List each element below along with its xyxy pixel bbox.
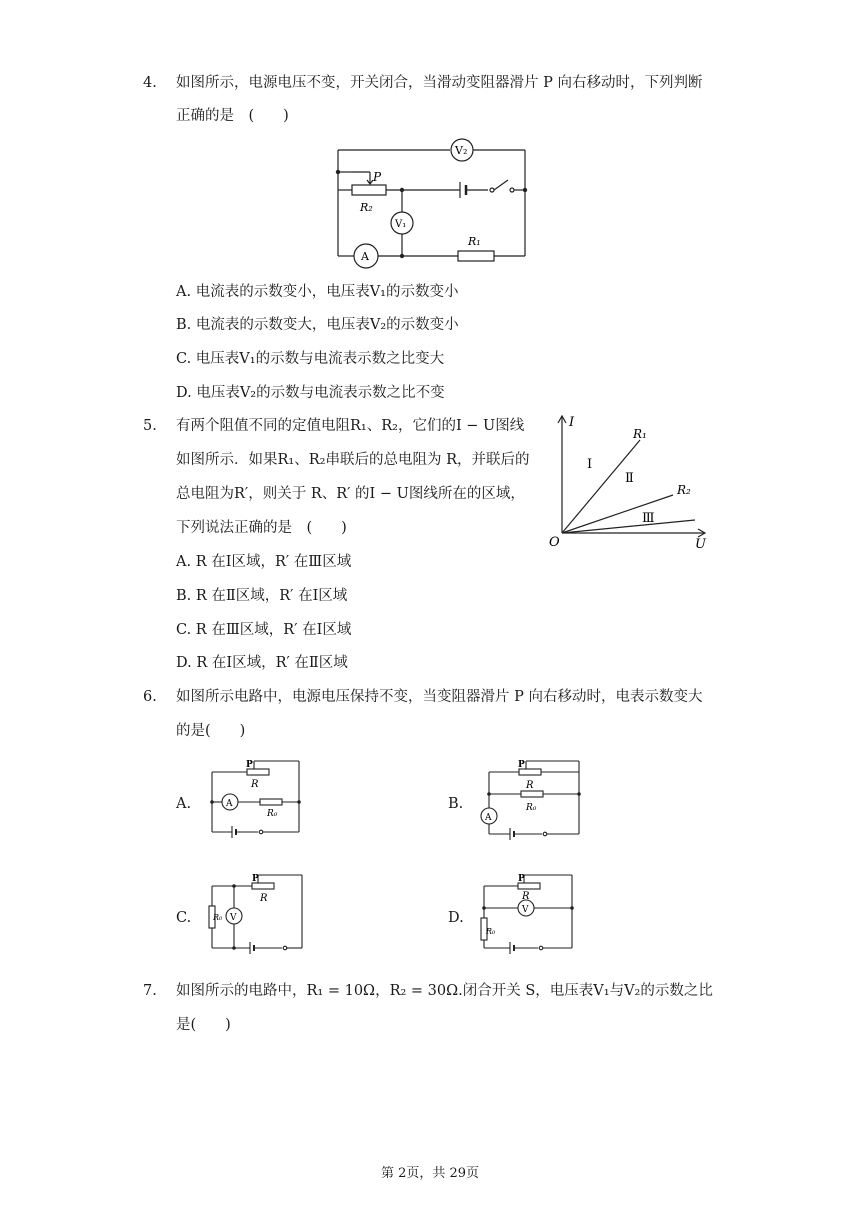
q6b-r0-label: R₀ (526, 803, 537, 813)
q5-option-d: D. R 在Ⅰ区域，R′ 在Ⅱ区域 (176, 655, 348, 671)
q6d-p-label: P (518, 874, 525, 884)
q5-stem-line1: 有两个阻值不同的定值电阻R₁、R₂，它们的I − U图线 (176, 418, 525, 434)
q6b-ammeter-label: A (485, 813, 492, 823)
q6c-r0-label: R₀ (213, 913, 223, 922)
q4-stem-line1: 如图所示，电源电压不变，开关闭合，当滑动变阻器滑片 P 向右移动时，下列判断 (176, 75, 703, 91)
q5-i-axis-label: I (569, 415, 575, 430)
q6c-r-label: R (260, 893, 268, 904)
q6a-ammeter-label: A (226, 799, 233, 809)
q5-option-a: A. R 在Ⅰ区域，R′ 在Ⅲ区域 (176, 554, 352, 570)
q5-iu-graph (545, 408, 715, 553)
q5-origin-label: O (549, 535, 560, 550)
q5-option-c: C. R 在Ⅲ区域，R′ 在Ⅰ区域 (176, 622, 352, 638)
q6-stem-line1: 如图所示电路中，电源电压保持不变，当变阻器滑片 P 向右移动时，电表示数变大 (176, 689, 703, 705)
q4-option-b: B. 电流表的示数变大，电压表V₂的示数变小 (176, 317, 459, 333)
q4-option-c: C. 电压表V₁的示数与电流表示数之比变大 (176, 351, 445, 367)
q6-circuit-b (476, 758, 582, 840)
q5-stem-line2: 如图所示．如果R₁、R₂串联后的总电阻为 R，并联后的 (176, 452, 530, 468)
q6d-r-label: R (522, 891, 530, 902)
q4-stem-line2: 正确的是 ( ) (176, 108, 289, 124)
q4-r2-label: R₂ (360, 201, 373, 214)
q5-region-2: Ⅱ (625, 471, 634, 486)
q6b-p-label: P (518, 760, 525, 770)
q6d-r0-label: R₀ (486, 927, 496, 936)
q7-stem-line2: 是( ) (176, 1017, 231, 1033)
q6-option-a-label: A. (176, 796, 192, 812)
q4-r1-label: R₁ (468, 235, 481, 248)
q5-u-axis-label: U (695, 537, 706, 552)
q6c-p-label: P (252, 874, 259, 884)
q6d-voltmeter-label: V (522, 905, 529, 915)
q6-stem-line2: 的是( ) (176, 723, 246, 739)
q4-slider-label: P (373, 170, 382, 184)
q6-number: 6. (143, 689, 157, 705)
q6a-p-label: P (246, 760, 253, 770)
q4-option-a: A. 电流表的示数变小，电压表V₁的示数变小 (176, 284, 459, 300)
q7-number: 7. (143, 983, 157, 999)
q6-circuit-a (204, 758, 308, 840)
q5-r1-line-label: R₁ (633, 427, 647, 441)
page-footer: 第 2页，共 29页 (380, 1166, 480, 1181)
q5-stem-line3: 总电阻为R′，则关于 R、R′ 的I − U图线所在的区域， (176, 486, 525, 502)
q4-circuit-diagram (330, 138, 530, 272)
q4-option-d: D. 电压表V₂的示数与电流表示数之比不变 (176, 385, 445, 401)
q4-v2-label: V₂ (455, 144, 468, 157)
q6a-r0-label: R₀ (267, 809, 278, 819)
q5-r2-line-label: R₂ (677, 483, 691, 497)
q6-option-b-label: B. (448, 796, 464, 812)
q5-stem-line4: 下列说法正确的是 ( ) (176, 520, 347, 536)
q6-circuit-c (204, 870, 308, 956)
q6c-voltmeter-label: V (230, 913, 237, 923)
q6b-r-label: R (526, 780, 534, 791)
q6-option-d-label: D. (448, 910, 464, 926)
q4-ammeter-label: A (361, 250, 369, 263)
q5-region-3: Ⅲ (642, 511, 655, 526)
q5-number: 5. (143, 418, 157, 434)
q7-stem-line1: 如图所示的电路中，R₁ = 10Ω，R₂ = 30Ω.闭合开关 S，电压表V₁与V₂的示数之比 (176, 983, 713, 999)
q6a-r-label: R (251, 779, 259, 790)
q4-number: 4. (143, 75, 157, 91)
q5-region-1: Ⅰ (587, 457, 593, 472)
q6-option-c-label: C. (176, 910, 192, 926)
q5-option-b: B. R 在Ⅱ区域，R′ 在Ⅰ区域 (176, 588, 348, 604)
q6-circuit-d (476, 870, 582, 956)
q4-v1-label: V₁ (395, 219, 407, 230)
